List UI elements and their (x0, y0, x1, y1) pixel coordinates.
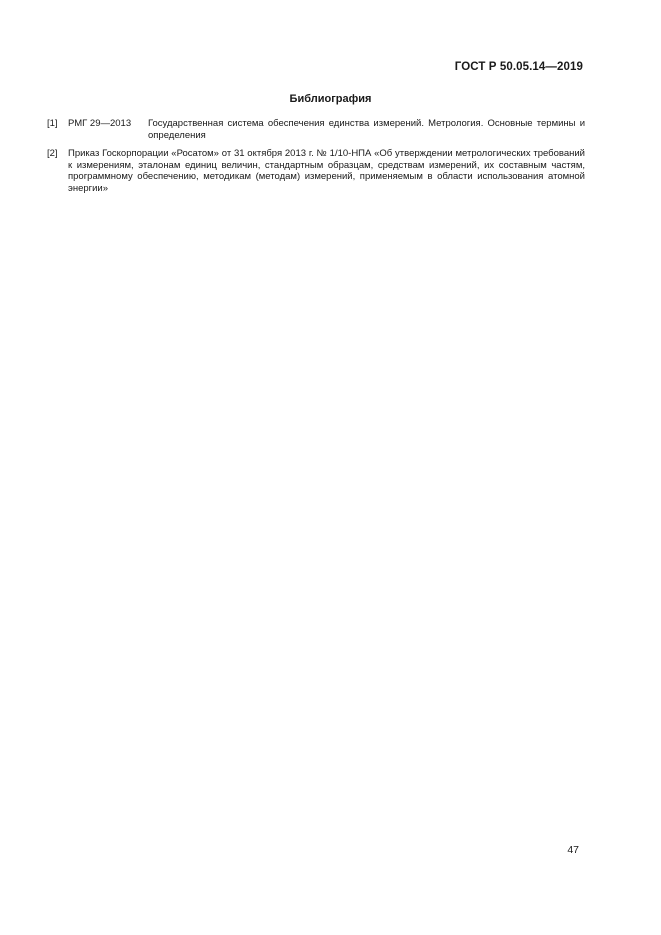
bibliography-list (47, 118, 585, 202)
bibliography-item-number: [2] (47, 148, 58, 160)
bibliography-item-number: [1] (47, 118, 58, 129)
bibliography-item-code: РМГ 29—2013 (68, 118, 132, 129)
page-number: 47 (567, 844, 579, 856)
bibliography-item-row (68, 118, 585, 141)
bibliography-item-text: Приказ Госкорпорации «Росатом» от 31 октября 2013 г. № 1/10-НПА «Об утверждении метрологических требований к измерениям, эталонам единиц величин, стандартным образцам, средствам измерений, их составным частям, программному обеспечению, методикам (методам) измерений, применяемым в области использования атомной энергии» (68, 148, 585, 194)
document-code: ГОСТ Р 50.05.14—2019 (454, 61, 583, 73)
bibliography-item (47, 118, 585, 141)
bibliography-item-text: Государственная система обеспечения единства измерений. Метрология. Основные термины и определения (148, 118, 585, 141)
bibliography-item (47, 148, 585, 194)
section-title: Библиография (289, 93, 372, 105)
